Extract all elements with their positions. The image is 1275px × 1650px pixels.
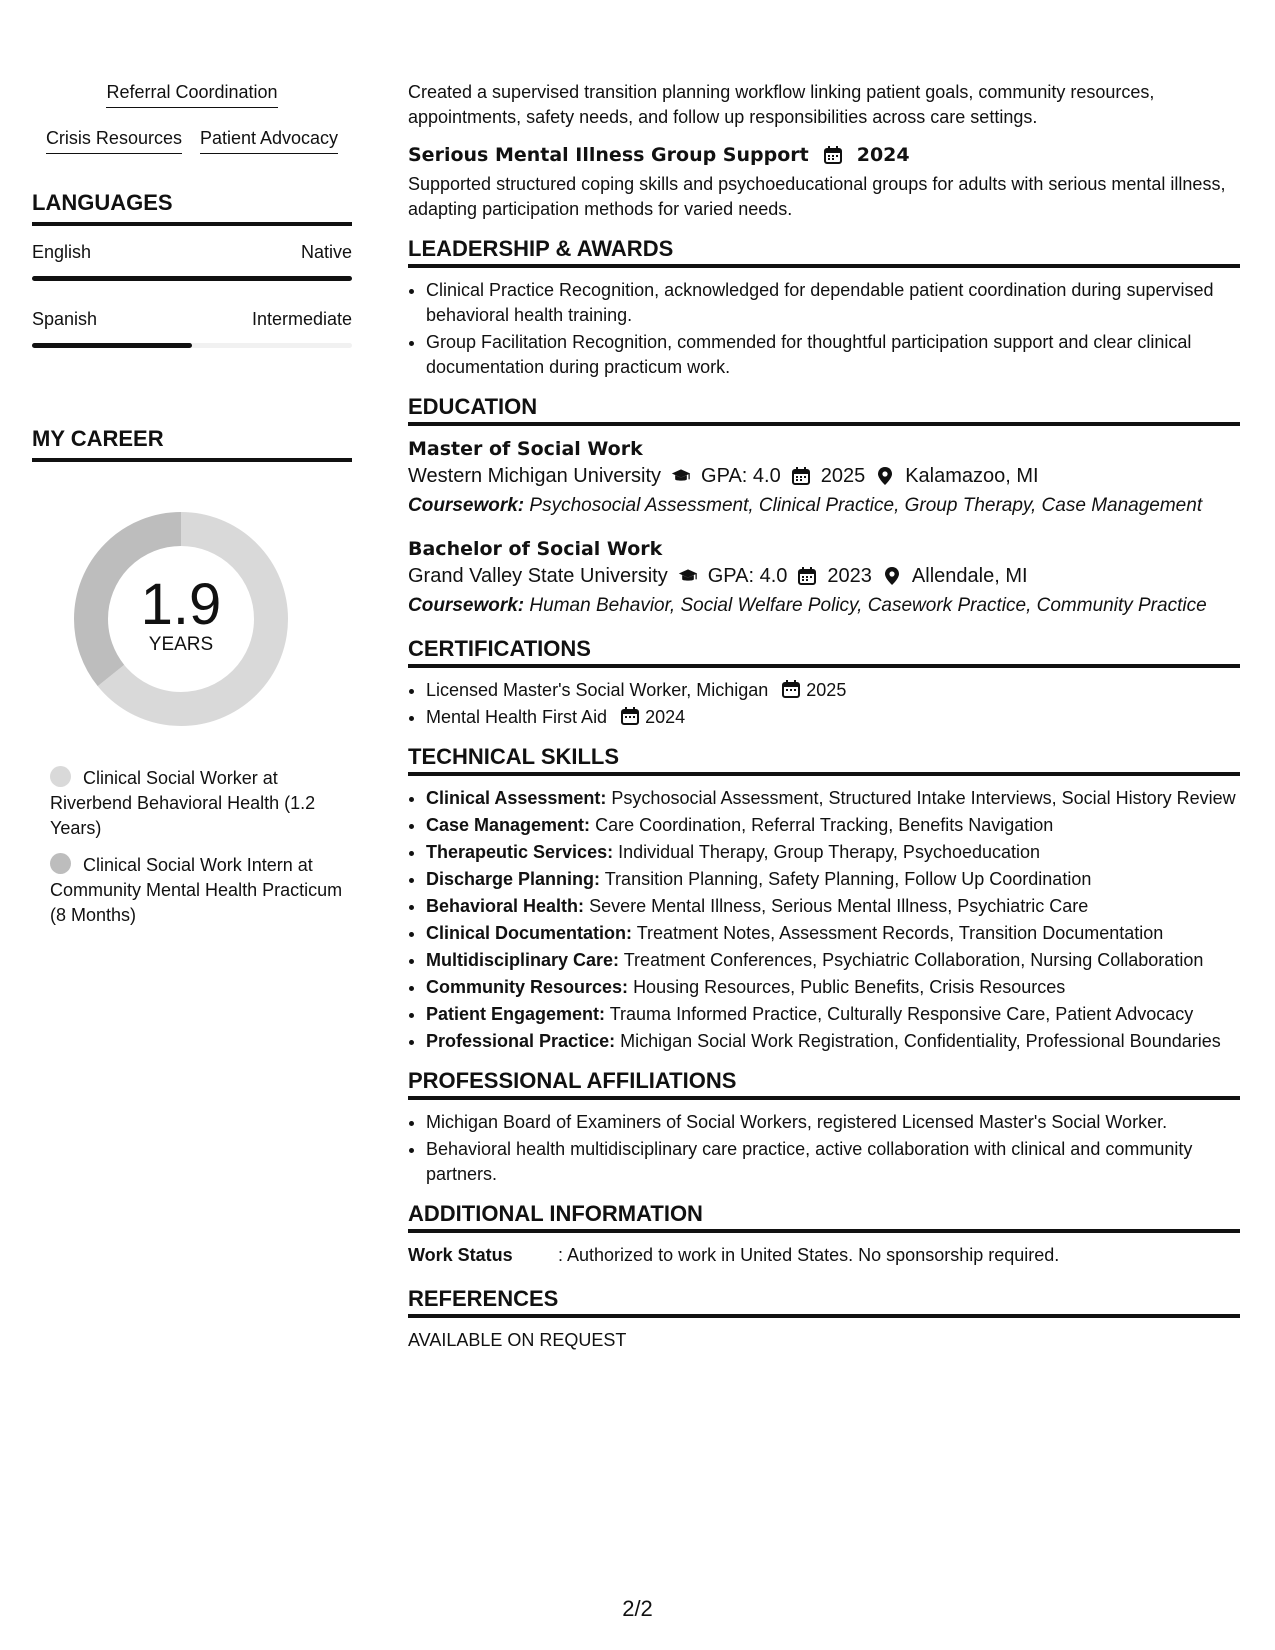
references-text: AVAILABLE ON REQUEST [408,1330,627,1350]
skill-item [426,894,1240,919]
school-location: Allendale, MI [911,565,1028,587]
skill-label: Therapeutic Services: [426,842,614,862]
skill-text: Treatment Notes, Assessment Records, Transition Documentation [636,923,1164,943]
skill-tags [32,80,352,154]
skill-item [426,1029,1240,1054]
language-item [32,240,352,281]
skill-text: Transition Planning, Safety Planning, Follow Up Coordination [604,869,1092,889]
certification-name: Mental Health First Aid [426,707,608,727]
tag-crisis-resources: Crisis Resources [46,126,182,154]
degree-title: Master of Social Work [408,438,643,460]
skill-item [426,1002,1240,1027]
donut-center [66,504,296,734]
project-description: Supported structured coping skills and psychoeducational groups for adults with serious mental illness, adapting participation methods for varied needs. [408,174,1226,219]
skill-text: Psychosocial Assessment, Structured Intake Interviews, Social History Review [611,788,1236,808]
leadership-heading: LEADERSHIP & AWARDS [408,236,1240,268]
education-item [408,536,1240,618]
skills-heading: TECHNICAL SKILLS [408,744,1240,776]
skill-item [426,921,1240,946]
certification-year: 2025 [806,680,847,700]
skill-label: Clinical Documentation: [426,923,633,943]
graduation-year: 2025 [820,465,866,487]
project-year: 2024 [856,144,910,166]
certifications-heading: CERTIFICATIONS [408,636,1240,668]
tag-patient-advocacy: Patient Advocacy [200,126,338,154]
coursework [408,494,1240,518]
gpa: GPA: 4.0 [701,465,781,487]
career-legend [32,766,352,928]
language-name: English [32,242,92,262]
calendar-icon [823,145,843,165]
project-title-row [408,142,1240,168]
coursework-label: Coursework: [408,495,525,516]
degree-title: Bachelor of Social Work [408,538,663,560]
skill-item [426,975,1240,1000]
additional-info-heading: ADDITIONAL INFORMATION [408,1201,1240,1233]
affiliations-heading: PROFESSIONAL AFFILIATIONS [408,1068,1240,1100]
graduation-cap-icon [671,466,691,486]
calendar-icon [791,466,811,486]
language-item [32,307,352,348]
certification-year: 2024 [645,707,686,727]
proficiency-fill [32,276,352,281]
calendar-icon [781,679,801,699]
career-legend-item [50,766,352,841]
career-unit: YEARS [148,634,214,655]
tag-referral-coordination: Referral Coordination [106,80,277,108]
work-status-label: Work Status [408,1245,513,1265]
education-heading: EDUCATION [408,394,1240,426]
skill-text: Housing Resources, Public Benefits, Crisis Resources [633,977,1066,997]
skill-item [426,813,1240,838]
leadership-list [408,278,1240,380]
language-level: Intermediate [251,309,352,329]
education-meta [408,562,1240,590]
language-name: Spanish [32,309,98,329]
work-status-row [408,1243,1240,1268]
affiliations-list [408,1110,1240,1187]
skill-label: Case Management: [426,815,591,835]
coursework-text: Human Behavior, Social Welfare Policy, Casework Practice, Community Practice [529,595,1207,616]
career-total-years: 1.9 [140,572,222,637]
skill-text: Care Coordination, Referral Tracking, Benefits Navigation [595,815,1054,835]
career-donut-chart [66,504,296,734]
career-legend-text: Clinical Social Work Intern at Community Mental Health Practicum (8 Months) [50,855,343,925]
certification-name: Licensed Master's Social Worker, Michigan [426,680,769,700]
graduation-year: 2023 [827,565,872,587]
skill-label: Community Resources: [426,977,629,997]
right-column [408,80,1240,1353]
skill-label: Multidisciplinary Care: [426,950,620,970]
skill-label: Professional Practice: [426,1031,616,1051]
references-heading: REFERENCES [408,1286,1240,1318]
work-status-value: : Authorized to work in United States. No sponsorship required. [558,1245,1060,1265]
graduation-cap-icon [678,566,698,586]
skill-item [426,867,1240,892]
skill-label: Discharge Planning: [426,869,601,889]
skill-item [426,840,1240,865]
list-item: • Clinical Practice Recognition, acknowledged for dependable patient coordination during supervised behavioral health training. [426,278,1240,328]
skill-item [426,786,1240,811]
certification-item [426,705,1240,730]
skill-label: Clinical Assessment: [426,788,607,808]
skill-text: Individual Therapy, Group Therapy, Psychoeducation [618,842,1041,862]
legend-dot [50,853,71,874]
skill-text: Severe Mental Illness, Serious Mental Illness, Psychiatric Care [589,896,1089,916]
skill-label: Patient Engagement: [426,1004,606,1024]
proficiency-fill [32,343,192,348]
project-title: Serious Mental Illness Group Support [408,144,809,166]
calendar-icon [620,706,640,726]
languages-heading: LANGUAGES [32,190,352,226]
location-pin-icon [875,466,895,486]
location-pin-icon [882,566,902,586]
certifications-list [408,678,1240,730]
skill-text: Trauma Informed Practice, Culturally Responsive Care, Patient Advocacy [609,1004,1194,1024]
school-name: Western Michigan University [408,465,662,487]
legend-dot [50,766,71,787]
career-legend-item [50,853,352,928]
list-item: • Behavioral health multidisciplinary care practice, active collaboration with clinical and community partners. [426,1137,1240,1187]
school-name: Grand Valley State University [408,565,668,587]
skills-list [408,786,1240,1054]
language-level: Native [300,242,352,262]
skill-item [426,948,1240,973]
coursework [408,594,1240,618]
calendar-icon [797,566,817,586]
career-legend-text: Clinical Social Worker at Riverbend Behavioral Health (1.2 Years) [50,768,316,838]
skill-text: Michigan Social Work Registration, Confidentiality, Professional Boundaries [620,1031,1221,1051]
skill-text: Treatment Conferences, Psychiatric Collaboration, Nursing Collaboration [623,950,1204,970]
list-item: • Group Facilitation Recognition, commended for thoughtful participation support and clear clinical documentation during practicum work. [426,330,1240,380]
coursework-text: Psychosocial Assessment, Clinical Practice, Group Therapy, Case Management [529,495,1203,516]
page-number: 2/2 [622,1596,653,1621]
education-meta [408,462,1240,490]
list-item: • Michigan Board of Examiners of Social Workers, registered Licensed Master's Social Worker. [426,1110,1240,1135]
career-heading: MY CAREER [32,426,352,462]
skill-label: Behavioral Health: [426,896,585,916]
school-location: Kalamazoo, MI [905,465,1039,487]
proficiency-bar [32,343,352,348]
coursework-label: Coursework: [408,595,525,616]
gpa: GPA: 4.0 [707,565,788,587]
education-item [408,436,1240,518]
certification-item [426,678,1240,703]
proficiency-bar [32,276,352,281]
left-column [32,80,352,940]
project-description: Created a supervised transition planning workflow linking patient goals, community resources, appointments, safety needs, and follow up responsibilities across care settings. [408,82,1155,127]
